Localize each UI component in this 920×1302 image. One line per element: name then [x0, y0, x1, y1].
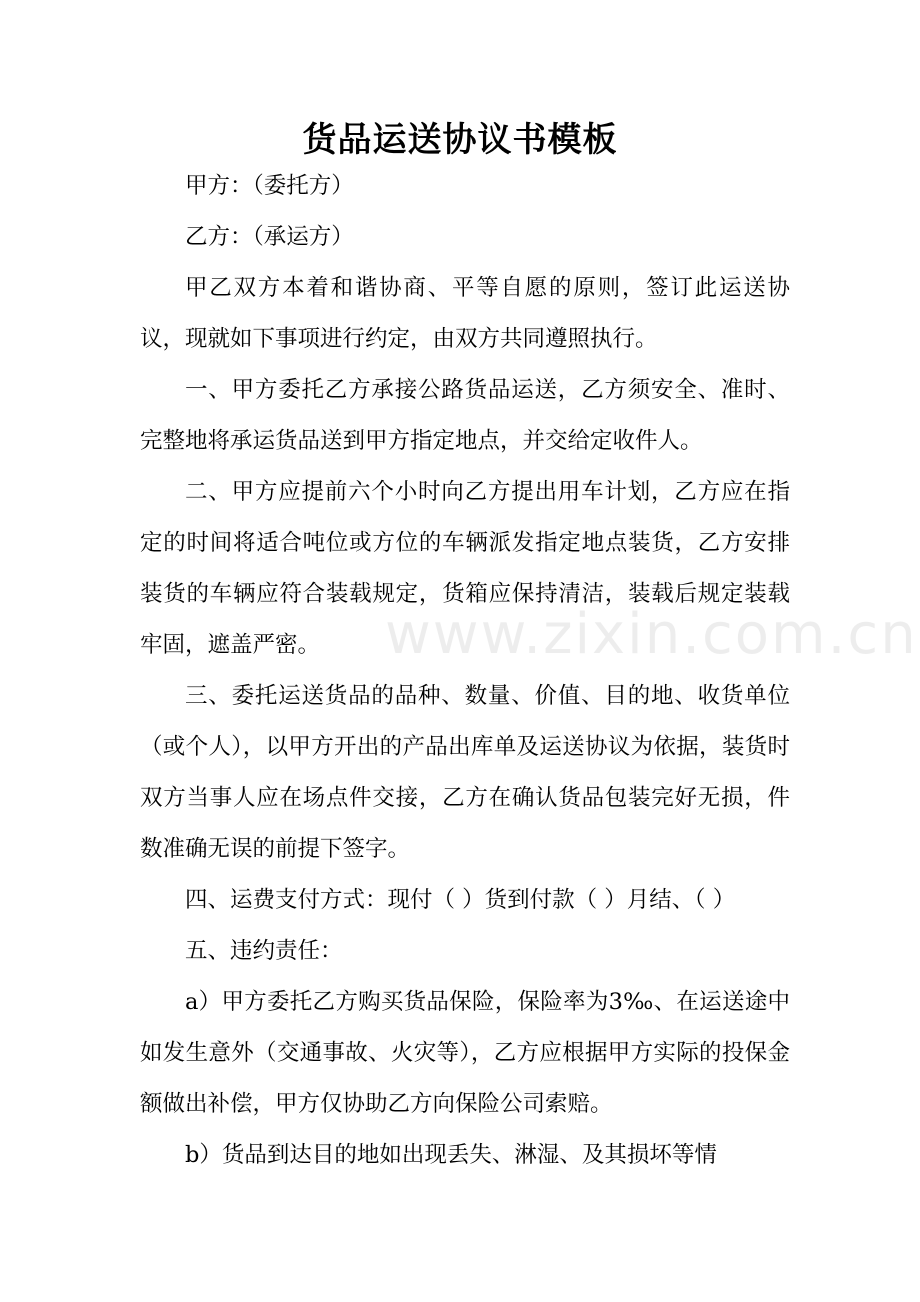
clause-4-paragraph: 四、运费支付方式：现付（ ）货到付款（ ）月结、（ ） — [185, 887, 736, 913]
watermark: www.zixin.com.cn — [385, 602, 918, 667]
clause-5b-paragraph: b）货品到达目的地如出现丢失、淋湿、及其损坏等情 — [185, 1142, 717, 1168]
clause-5-heading: 五、违约责任： — [185, 938, 343, 964]
party-a-line: 甲方：（委托方） — [185, 173, 354, 199]
preamble-paragraph: 甲乙双方本着和谐协商、平等自愿的原则，签订此运送协议，现就如下事项进行约定，由双方共同遵照执行。 — [140, 275, 790, 352]
document-body — [140, 161, 790, 1181]
clause-2-paragraph: 二、甲方应提前六个小时向乙方提出用车计划，乙方应在指定的时间将适合吨位或方位的车辆派发指定地点装货，乙方安排装货的车辆应符合装载规定，货箱应保持清洁，装载后规定装载牢固，遮盖严密。 — [140, 479, 790, 658]
clause-1-paragraph: 一、甲方委托乙方承接公路货品运送，乙方须安全、准时、完整地将承运货品送到甲方指定地点，并交给定收件人。 — [140, 377, 790, 454]
clause-3-paragraph: 三、委托运送货品的品种、数量、价值、目的地、收货单位（或个人），以甲方开出的产品出库单及运送协议为依据，装货时双方当事人应在场点件交接，乙方在确认货品包装完好无损，件数准确无误的前提下签字。 — [140, 683, 790, 862]
document-title: 货品运送协议书模板 — [302, 120, 618, 160]
clause-5a-paragraph: a）甲方委托乙方购买货品保险，保险率为3‰、在运送途中如发生意外（交通事故、火灾等），乙方应根据甲方实际的投保金额做出补偿，甲方仅协助乙方向保险公司索赔。 — [140, 989, 790, 1117]
party-b-line: 乙方：（承运方） — [185, 224, 354, 250]
